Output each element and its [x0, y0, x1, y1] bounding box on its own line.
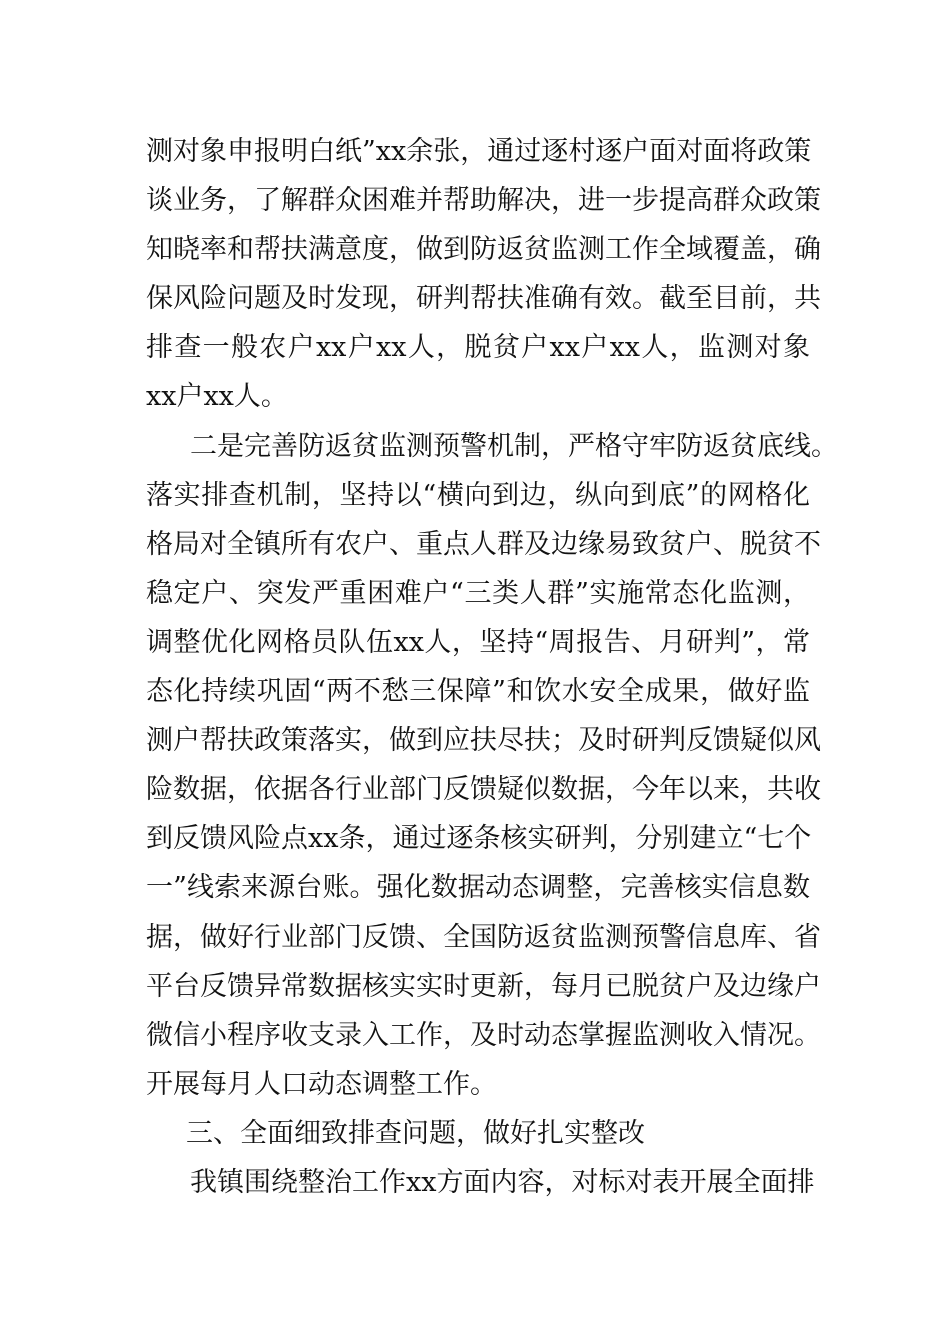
text-line-10: 稳定户、突发严重困难户“三类人群”实施常态化监测，	[146, 577, 810, 609]
text-line-5: 排查一般农户xx户xx人，脱贫户xx户xx人，监测对象	[146, 332, 810, 364]
text-line-8: 落实排查机制，坚持以“横向到边，纵向到底”的网格化	[146, 479, 810, 511]
text-line-18: 平台反馈异常数据核实实时更新，每月已脱贫户及边缘户	[146, 970, 821, 1002]
text-line-12: 态化持续巩固“两不愁三保障”和饮水安全成果，做好监	[146, 676, 810, 708]
section-heading: 三、全面细致排查问题，做好扎实整改	[186, 1117, 645, 1149]
text-line-15: 到反馈风险点xx条，通过逐条核实研判，分别建立“七个	[146, 823, 812, 855]
text-line-7: 二是完善防返贫监测预警机制，严格守牢防返贫底线。	[190, 430, 838, 462]
text-line-22: 我镇围绕整治工作xx方面内容，对标对表开展全面排	[190, 1166, 815, 1198]
text-line-13: 测户帮扶政策落实，做到应扶尽扶；及时研判反馈疑似风	[146, 725, 821, 757]
text-line-20: 开展每月人口动态调整工作。	[146, 1068, 497, 1100]
text-line-11: 调整优化网格员队伍xx人，坚持“周报告、月研判”，常	[146, 626, 810, 658]
text-line-3: 知晓率和帮扶满意度，做到防返贫监测工作全域覆盖，确	[146, 234, 821, 266]
text-line-9: 格局对全镇所有农户、重点人群及边缘易致贫户、脱贫不	[146, 528, 821, 560]
text-line-1: 测对象申报明白纸”xx余张，通过逐村逐户面对面将政策	[146, 136, 812, 167]
text-line-16: 一”线索来源台账。强化数据动态调整，完善核实信息数	[146, 872, 810, 904]
text-line-2: 谈业务，了解群众困难并帮助解决，进一步提高群众政策	[146, 185, 821, 217]
text-line-14: 险数据，依据各行业部门反馈疑似数据，今年以来，共收	[146, 774, 821, 806]
text-line-17: 据，做好行业部门反馈、全国防返贫监测预警信息库、省	[146, 921, 821, 953]
body-text	[146, 127, 838, 1207]
text-line-6: xx户xx人。	[146, 381, 288, 413]
text-line-4: 保风险问题及时发现，研判帮扶准确有效。截至目前，共	[146, 283, 821, 315]
text-line-19: 微信小程序收支录入工作，及时动态掌握监测收入情况。	[146, 1019, 821, 1051]
